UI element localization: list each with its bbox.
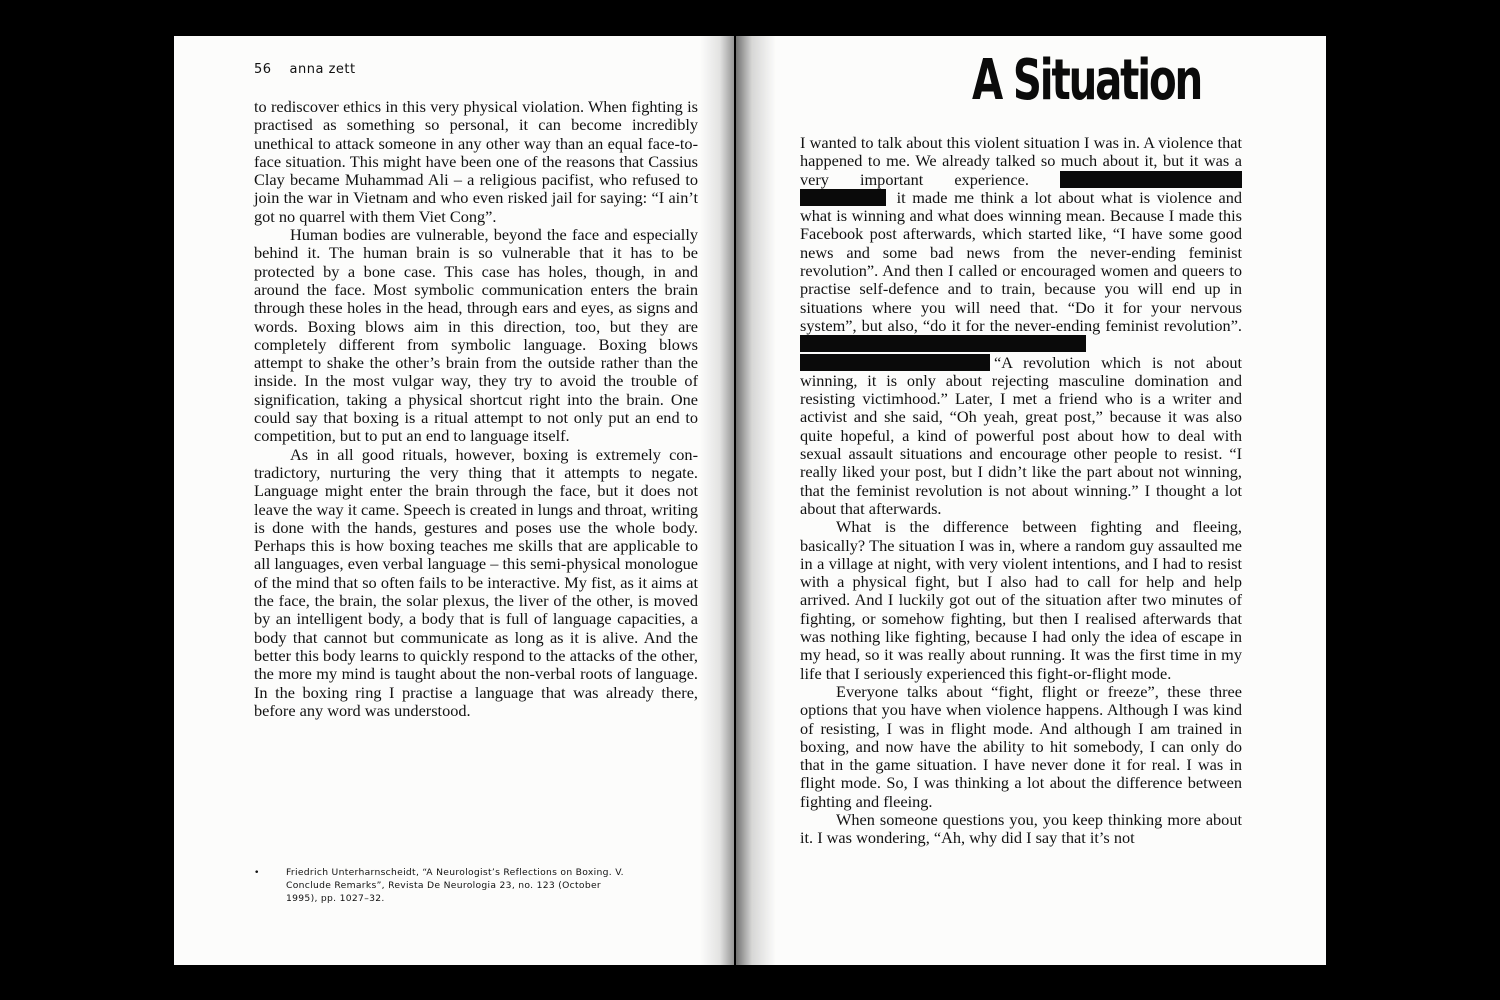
paragraph-segment: “A revolution which is not about winning, it is only about rejecting masculine domination and resisting victimhood.” Later, I met a friend who is a writer and activist and she said, “Oh yeah, great post,” because it was also quite hopeful, a kind of powerful post about how to deal with sexual assault situations and encourage other people to resist. “I really liked your post, but I didn’t like the part about not winning, that the feminist revolution is not about winning.” I thought a lot about that afterwards. [800,352,1242,518]
footnote-marker: • [254,867,260,878]
redaction-bar [800,354,990,371]
redaction-bar [800,335,1086,352]
paragraph: to rediscover ethics in this very physical violation. When fighting is practised as something so personal, it can become incredibly unethical to attack someone in any other way than an equal face-to-face situation. This might have been one of the reasons that Cassius Clay became Muhammad Ali – a religious pacifist, who refused to join the war in Vietnam and who even risked jail for saying: “I ain’t got no quarrel with them Viet Cong”. [254,97,698,226]
running-head [254,62,356,77]
paragraph: When someone questions you, you keep thinking more about it. I was wondering, “Ah, why did I say that it’s not [800,809,1242,848]
footnote [254,866,624,905]
right-body-text [800,134,1242,848]
paragraph: What is the difference between fighting and fleeing, basically? The situation I was in, where a random guy assaulted me in a village at night, with very violent intentions, and I had to resist with a physical fight, but I also had to call for help and help arrived. And I luckily got out of the situation after two minutes of fighting, or somehow fighting, but then I realised afterwards that was nothing like fighting, because I had only the idea of escape in my head, so it was really about running. It was the first time in my life that I seriously experienced this fight-or-flight mode. [800,517,1242,683]
book-gutter-shadow [700,36,736,965]
paragraph-segment: I wanted to talk about this violent situation I was in. A violence that happened to me. We already talked so much about it, but it was a very important experience. [800,133,1242,189]
chapter-title: A Situation [972,48,1202,113]
book-gutter-shadow [736,36,776,965]
left-page [174,36,734,965]
paragraph: Human bodies are vulnerable, beyond the face and especially behind it. The human brain is so vulnerable that it has to be protected by a bone case. This case has holes, though, in and around the face. Most symbolic communication enters the brain through these holes in the head, through ears and eyes, as signs and words. Boxing blows aim in this direction, too, but they are completely different from symbolic language. Boxing blows attempt to shake the other’s brain from the outside rather than the inside. In the most vulgar way, they try to avoid the trouble of signification, taking a physical shortcut right into the brain. One could say that boxing is a ritual attempt to not only put an end to competition, but to put an end to language itself. [254,225,698,446]
right-page [736,36,1326,965]
author-name: anna zett [289,62,356,77]
redaction-bar [1060,171,1242,188]
paragraph: Everyone talks about “fight, flight or freeze”, these three options that you have when violence happens. Although I was kind of resisting, I was in flight mode. And although I am trained in boxing, and now have the ability to hit somebody, I can only do that in the game situation. I have never done it for real. I was in flight mode. So, I was thinking a lot about the difference between fighting and fleeing. [800,681,1242,811]
paragraph: As in all good rituals, however, boxing is extremely contradictory, nurturing the very thing that it attempts to negate. Language might enter the brain through the face, but it does not leave the way it came. Speech is created in lungs and throat, writing is done with the hands, gestures and poses use the whole body. Perhaps this is how boxing teaches me skills that are applicable to all languages, even verbal language – this semi-physical monologue of the mind that so often fails to be interactive. My fist, as it aims at the face, the brain, the solar plexus, the liver of the other, is moved by an intelligent body, a body that is full of language capacities, a body that cannot but communicate as long as it is alive. And the better this body learns to quickly respond to the attacks of the other, the more my mind is taught about the non-verbal roots of language. In the boxing ring I practise a language that was already there, before any word was understood. [254,444,698,720]
page-number: 56 [254,62,272,77]
left-body-text [254,98,698,720]
redaction-bar [800,189,886,206]
paragraph [800,134,1242,518]
footnote-text: Friedrich Unterharnscheidt, “A Neurologist’s Reflections on Boxing. V. Conclude Remarks”, Revista De Neurologia 23, no. 123 (October 1995), pp. 1027–32. [286,867,624,904]
paragraph-segment: it made me think a lot about what is violence and what is winning and what does winning mean. Because I made this Facebook post afterwards, which started like, “I have some good news and some bad news from the never-ending feminist revolution”. And then I called or encouraged women and queers to practise self-defence and to train, because you will end up in situations where you will need that. “Do it for your nervous system”, but also, “do it for the never-ending feminist revolution”. [800,187,1242,335]
